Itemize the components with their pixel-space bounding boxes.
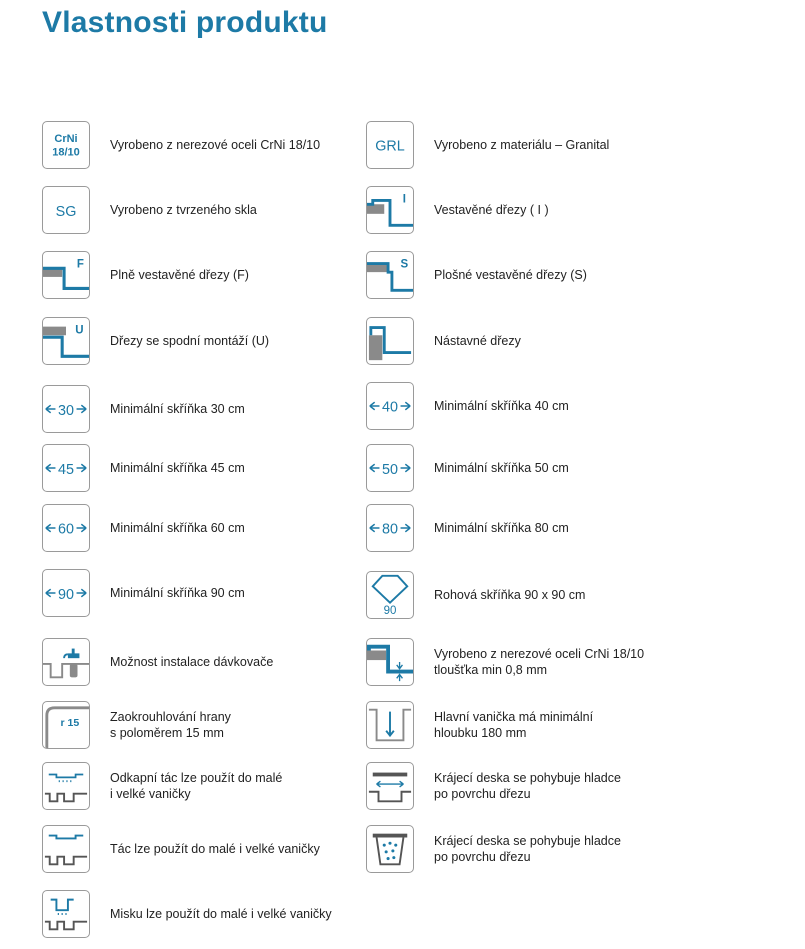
feature-drainer-tray [42,762,370,810]
cabinet-width-text: 90 [58,586,74,603]
s-icon-text: S [400,258,409,271]
crni-18-10-icon [42,121,90,169]
crni-icon-text-line2: 18/10 [52,146,80,159]
feature-grl [366,121,694,169]
cabinet-width-text: 80 [382,521,398,538]
feature-label: Minimální skříňka 45 cm [110,461,245,475]
grl-icon [366,121,414,169]
feature-min-60 [42,504,370,552]
min-cabinet-60-icon [42,504,90,552]
feature-label: Zaokrouhlování hrany s poloměrem 15 mm [110,710,231,740]
cabinet-width-text: 60 [58,521,74,538]
feature-label: Minimální skříňka 80 cm [434,521,569,535]
feature-min-30 [42,385,370,433]
u-icon-text: U [75,324,84,337]
radius-icon-text: r 15 [60,716,80,729]
feature-label: Nástavné dřezy [434,334,521,348]
feature-label: Misku lze použít do malé i velké vaničky [110,907,332,921]
feature-label: Minimální skříňka 50 cm [434,461,569,475]
cabinet-width-text: 50 [382,461,398,478]
feature-min-90 [42,569,370,617]
feature-bowl-insert [42,890,370,938]
feature-label: Vyrobeno z nerezové oceli CrNi 18/10 tloušťka min 0,8 mm [434,647,645,677]
feature-label: Hlavní vanička má minimální hloubku 180 mm [434,710,594,740]
crni-icon-text-line1: CrNi [54,133,78,146]
sg-icon-text: SG [55,203,77,220]
inset-i-icon [366,186,414,234]
feature-label: Plošné vestavěné dřezy (S) [434,268,587,282]
feature-label: Rohová skříňka 90 x 90 cm [434,588,586,602]
sit-on-icon [366,317,414,365]
feature-sg [42,186,370,234]
flat-mount-s-icon [366,251,414,299]
feature-label: Minimální skříňka 60 cm [110,521,245,535]
feature-cutting-board-slide [366,762,694,810]
feature-bowl-depth [366,701,694,749]
feature-min-40 [366,382,694,430]
feature-label: Dřezy se spodní montáží (U) [110,334,270,348]
flush-mount-f-icon [42,251,90,299]
steel-thickness-icon [366,638,414,686]
feature-min-50 [366,444,694,492]
corner-icon-text: 90 [383,605,397,618]
cutting-board-colander-icon [366,825,414,873]
tray-icon [42,825,90,873]
feature-label: Minimální skříňka 40 cm [434,399,569,413]
feature-corner-cabinet [366,571,694,619]
f-icon-text: F [76,258,84,271]
feature-label: Minimální skříňka 30 cm [110,402,245,416]
bowl-depth-icon [366,701,414,749]
drainer-tray-icon [42,762,90,810]
min-cabinet-80-icon [366,504,414,552]
feature-min-45 [42,444,370,492]
feature-label: Odkapní tác lze použít do malé i velké vaničky [110,771,283,801]
feature-label: Vyrobeno z tvrzeného skla [110,203,257,217]
feature-undermount-u [42,317,370,365]
feature-label: Možnost instalace dávkovače [110,655,274,669]
feature-radius [42,701,370,749]
feature-min-80 [366,504,694,552]
feature-flat-s [366,251,694,299]
dispenser-icon [42,638,90,686]
feature-label: Vestavěné dřezy ( I ) [434,203,549,217]
grl-icon-text: GRL [375,138,405,155]
feature-cutting-board-colander [366,825,694,873]
cabinet-width-text: 45 [58,461,74,478]
feature-tray [42,825,370,873]
feature-label: Krájecí deska se pohybuje hladce po povrchu dřezu [434,834,621,864]
feature-label: Tác lze použít do malé i velké vaničky [110,842,320,856]
min-cabinet-40-icon [366,382,414,430]
min-cabinet-90-icon [42,569,90,617]
undermount-u-icon [42,317,90,365]
radius-r15-icon [42,701,90,749]
sg-icon [42,186,90,234]
min-cabinet-45-icon [42,444,90,492]
feature-steel-thickness [366,638,694,686]
corner-cabinet-icon [366,571,414,619]
feature-label: Minimální skříňka 90 cm [110,586,245,600]
page-title: Vlastnosti produktu [42,6,328,39]
cabinet-width-text: 30 [58,402,74,419]
feature-inset-i [366,186,694,234]
bowl-insert-icon [42,890,90,938]
min-cabinet-50-icon [366,444,414,492]
i-icon-text: I [402,193,406,206]
cabinet-width-text: 40 [382,399,398,416]
feature-sit-on [366,317,694,365]
feature-label: Plně vestavěné dřezy (F) [110,268,249,282]
min-cabinet-30-icon [42,385,90,433]
feature-label: Krájecí deska se pohybuje hladce po povrchu dřezu [434,771,621,801]
feature-flush-f [42,251,370,299]
feature-label: Vyrobeno z nerezové oceli CrNi 18/10 [110,138,321,152]
feature-crni [42,121,370,169]
feature-label: Vyrobeno z materiálu – Granital [434,138,610,152]
cutting-board-slide-icon [366,762,414,810]
feature-dispenser [42,638,370,686]
